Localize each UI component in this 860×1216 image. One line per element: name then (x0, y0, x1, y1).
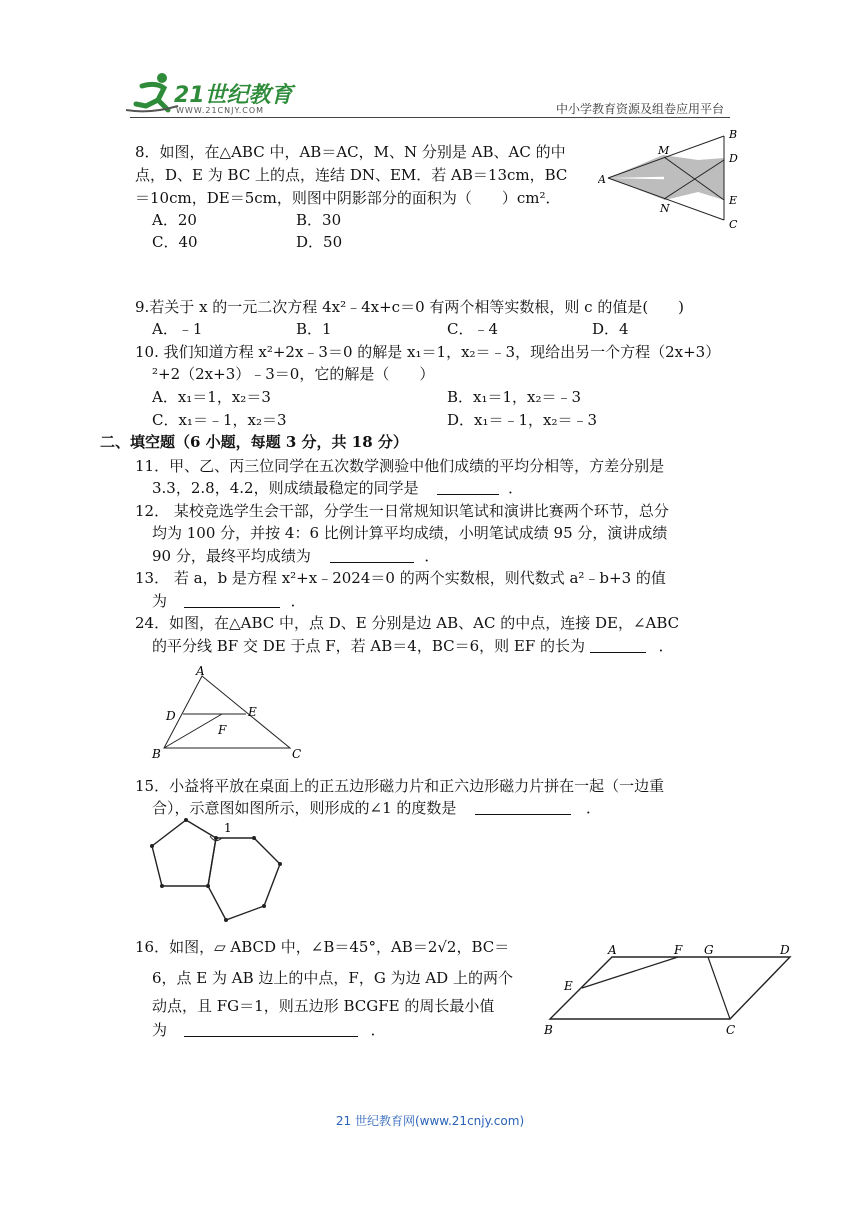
q10-option-c: C．x₁＝﹣1，x₂＝3 (152, 411, 287, 429)
q8-label-c: C (729, 218, 738, 231)
q8-option-b: B．30 (296, 211, 342, 229)
q15-polygons-figure (146, 816, 296, 924)
q9-option-d: D．4 (592, 320, 629, 338)
q16-line2: 6，点 E 为 AB 边上的中点，F，G 为边 AD 上的两个 (152, 969, 513, 987)
q8-triangle-figure (598, 128, 748, 234)
q8-line3: ＝10cm，DE＝5cm，则图中阴影部分的面积为（ ）cm²． (135, 189, 561, 207)
q16-label-d: D (780, 943, 790, 957)
q8-label-m: M (658, 144, 670, 157)
q13-line2-text: 为 (152, 592, 168, 610)
q16-label-a: A (608, 943, 617, 957)
runner-logo-icon (122, 70, 182, 116)
q16-label-b: B (544, 1023, 553, 1037)
q11-line2-end: ． (508, 479, 524, 497)
q8-label-a: A (598, 173, 606, 186)
section-fill-in-title: 二、填空题（6 小题，每题 3 分，共 18 分） (100, 433, 408, 451)
q14-label-b: B (152, 747, 161, 761)
q8-option-d: D．50 (296, 233, 343, 251)
q16-answer-blank[interactable] (184, 1022, 358, 1037)
q16-line1: 16．如图，▱ ABCD 中，∠B＝45°，AB＝2√2，BC＝ (135, 938, 510, 956)
q12-line3-text: 90 分，最终平均成绩为 (152, 547, 311, 565)
q14-label-f: F (218, 723, 227, 737)
q14-line2-text: 的平分线 BF 交 DE 于点 F，若 AB＝4，BC＝6，则 EF 的长为 (152, 637, 586, 655)
q15-angle-label: 1 (224, 821, 232, 835)
q14-line2 (152, 635, 674, 657)
footer-site-link[interactable]: 21 世纪教育网(www.21cnjy.com) (335, 1114, 525, 1128)
q16-label-c: C (726, 1023, 736, 1037)
q15-line1: 15．小益将平放在桌面上的正五边形磁力片和正六边形磁力片拼在一起（一边重 (135, 777, 665, 795)
q16-line3: 动点，且 FG＝1，则五边形 BCGFE 的周长最小值 (152, 997, 495, 1015)
q12-line2: 均为 100 分，并按 4：6 比例计算平均成绩，小明笔试成绩 95 分，演讲成绩 (152, 524, 668, 542)
q11-line2-text: 3.3，2.8，4.2，则成绩最稳定的同学是 (152, 479, 419, 497)
q15-line2-end: ． (585, 799, 601, 817)
q11-line1: 11．甲、乙、丙三位同学在五次数学测验中他们成绩的平均分相等，方差分别是 (135, 457, 665, 475)
q8-option-a: A．20 (152, 211, 197, 229)
q11-line2 (152, 477, 523, 499)
q8-option-c: C．40 (152, 233, 198, 251)
q14-label-c: C (292, 747, 302, 761)
q14-answer-blank[interactable] (590, 638, 646, 653)
q16-label-e: E (564, 979, 573, 993)
q10-option-d: D．x₁＝﹣1，x₂＝﹣3 (447, 411, 598, 429)
q14-label-a: A (196, 664, 205, 678)
q12-line1: 12． 某校竞选学生会干部，分学生一日常规知识笔试和演讲比赛两个环节，总分 (135, 502, 669, 520)
q15-answer-blank[interactable] (475, 800, 571, 815)
q12-line3-end: ． (424, 547, 440, 565)
header-platform-text: 中小学教育资源及组卷应用平台 (555, 102, 724, 116)
q13-line2 (152, 590, 306, 612)
q10-line2: ²+2（2x+3）﹣3＝0，它的解是（ ） (152, 365, 435, 383)
q14-label-e: E (248, 705, 257, 719)
q9-option-b: B．1 (296, 320, 332, 338)
q8-line1: 8．如图，在△ABC 中，AB＝AC，M、N 分别是 AB、AC 的中 (135, 143, 566, 161)
q9-option-c: C．﹣4 (447, 320, 499, 338)
q10-option-b: B．x₁＝1，x₂＝﹣3 (447, 388, 582, 406)
logo-url: WWW.21CNJY.COM (176, 106, 265, 115)
q16-label-g: G (704, 943, 714, 957)
q16-line4 (152, 1019, 386, 1041)
q14-line2-end: ． (658, 637, 674, 655)
q13-answer-blank[interactable] (184, 593, 280, 608)
q8-label-d: D (729, 152, 738, 165)
q10-option-a: A．x₁＝1，x₂＝3 (152, 388, 271, 406)
q11-answer-blank[interactable] (437, 480, 499, 495)
q8-label-e: E (729, 194, 738, 207)
q12-answer-blank[interactable] (330, 548, 414, 563)
q13-line2-end: ． (290, 592, 306, 610)
q16-parallelogram-figure (538, 940, 800, 1040)
logo-text: 21世纪教育 (174, 83, 293, 108)
q8-label-n: N (660, 202, 670, 215)
q10-line1: 10. 我们知道方程 x²+2x﹣3＝0 的解是 x₁＝1，x₂＝﹣3，现给出另一个方程（2x+3） (135, 343, 721, 361)
q12-line3 (152, 545, 439, 567)
q9-line1: 9.若关于 x 的一元二次方程 4x²﹣4x+c＝0 有两个相等实数根，则 c 的值是( ) (135, 298, 685, 316)
q16-line4-end: ． (370, 1021, 386, 1039)
q14-line1: 24．如图，在△ABC 中，点 D、E 分别是边 AB、AC 的中点，连接 DE，∠ABC (135, 614, 680, 632)
q16-line4-text: 为 (152, 1021, 168, 1039)
q9-option-a: A．﹣1 (152, 320, 203, 338)
q13-line1: 13． 若 a，b 是方程 x²+x﹣2024＝0 的两个实数根，则代数式 a²﹣b+3 的值 (135, 569, 666, 587)
q8-label-b: B (729, 128, 738, 141)
header-logo (122, 70, 292, 116)
q8-line2: 点，D、E 为 BC 上的点，连结 DN、EM．若 AB＝13cm，BC (135, 166, 568, 184)
q14-label-d: D (166, 709, 176, 723)
q15-line2-text: 合），示意图如图所示，则形成的∠1 的度数是 (152, 799, 457, 817)
q16-label-f: F (674, 943, 683, 957)
header-rule (130, 117, 730, 118)
q14-triangle-figure (148, 664, 308, 762)
